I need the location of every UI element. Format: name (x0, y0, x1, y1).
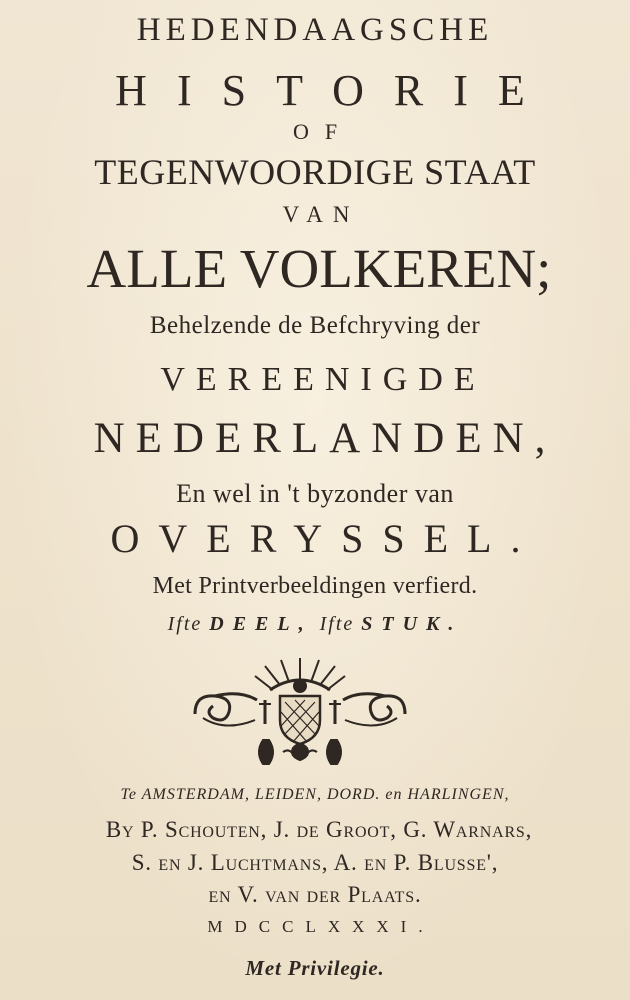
title-line-overyssel: OVERYSSEL. (110, 516, 540, 561)
pendant-right-icon (327, 740, 341, 764)
title-line-tegenwoordige-staat: TEGENWOORDIGE STAAT (94, 152, 536, 192)
scroll-left-icon (195, 694, 257, 726)
subtitle-printverbeeldingen: Met Printverbeeldingen verfierd. (152, 573, 478, 599)
scroll-right-icon (343, 694, 405, 726)
publishers-line-2: S. en J. Luchtmans, A. en P. Blusse', (131, 850, 499, 875)
volume-line (0, 611, 630, 637)
pendant-center-icon (283, 744, 317, 760)
subtitle-behelzende: Behelzende de Befchryving der (149, 312, 481, 339)
printer-ornament (185, 652, 415, 772)
imprint-places: Te AMSTERDAM, LEIDEN, DORD. en HARLINGEN, (120, 786, 510, 803)
privilege-line: Met Privilegie. (245, 956, 385, 980)
volume-stuk: STUK. (361, 613, 463, 635)
title-line-van: VAN (282, 202, 360, 227)
pendant-left-icon (259, 740, 273, 764)
volume-part-a: Ifte (167, 613, 203, 635)
sunburst-icon (255, 658, 345, 692)
title-line-historie: HISTORIE (115, 66, 555, 115)
title-line-nederlanden: NEDERLANDEN, (93, 415, 557, 462)
shield-icon (280, 696, 320, 744)
title-line-alle-volkeren: ALLE VOLKEREN; (86, 238, 552, 299)
subtitle-en-wel: En wel in 't byzonder van (176, 479, 454, 508)
title-line-of: OF (292, 119, 354, 144)
title-line-vereenigde: VEREENIGDE (160, 361, 486, 398)
publishers-line-1: By P. Schouten, J. de Groot, G. Warnars, (105, 817, 533, 842)
publishers-line-3: en V. van der Plaats. (208, 882, 422, 907)
title-line-hedendaagsche: HEDENDAAGSCHE (136, 12, 494, 48)
volume-deel: DEEL, (209, 613, 313, 635)
imprint-year: MDCCLXXXI. (207, 917, 435, 936)
volume-part-b: Ifte (319, 613, 355, 635)
